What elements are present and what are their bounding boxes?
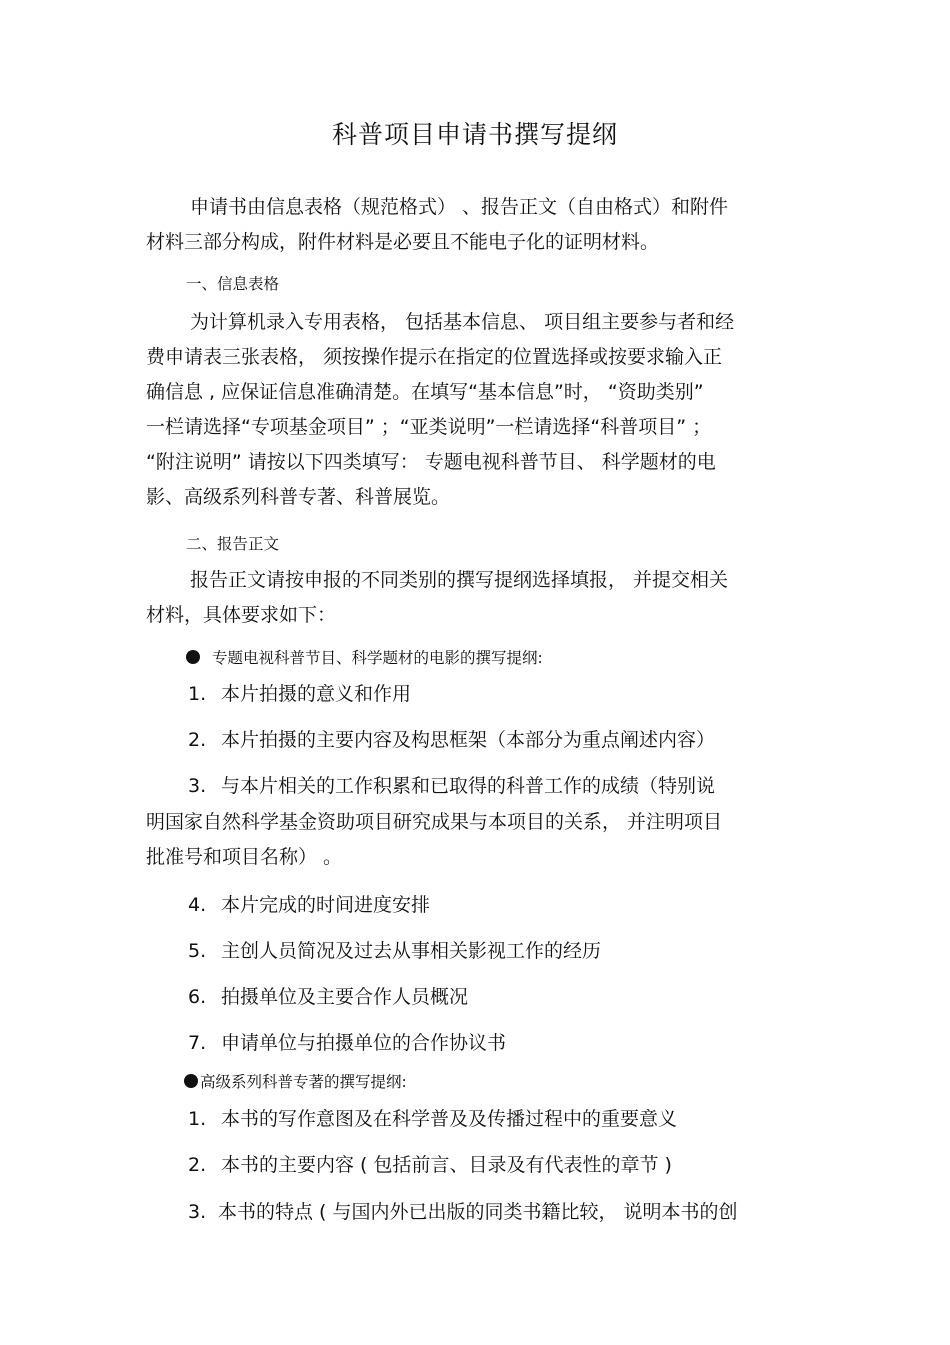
bullet-dot-icon [186, 650, 200, 664]
list-item-text: 本片拍摄的主要内容及构思框架（本部分为重点阐述内容） [221, 729, 716, 751]
list-item-text: 本书的特点 ( 与国内外已出版的同类书籍比较， 说明本书的创 [218, 1201, 738, 1223]
list-item [188, 1105, 677, 1133]
list-item-text: 申请单位与拍摄单位的合作协议书 [221, 1032, 507, 1054]
list-item-number: 1. [188, 683, 207, 705]
intro-line: 材料三部分构成，附件材料是必要且不能电子化的证明材料。 [146, 231, 660, 253]
list-item-number: 3. [188, 1201, 207, 1223]
list-item [188, 772, 715, 800]
list-item [188, 1198, 738, 1226]
list-item-number: 4. [188, 894, 207, 916]
list-item-continuation-line: 批准号和项目名称） 。 [146, 846, 343, 868]
intro-line: 申请书由信息表格（规范格式） 、报告正文（自由格式）和附件 [190, 196, 729, 218]
bullet-film-outline-label: 专题电视科普节目、科学题材的电影的撰写提纲: [212, 649, 543, 667]
bullet-film-outline [186, 646, 543, 670]
list-item-text: 拍摄单位及主要合作人员概况 [221, 986, 469, 1008]
bullet-book-outline-label: 高级系列科普专著的撰写提纲: [200, 1073, 407, 1091]
list-item-text: 本书的写作意图及在科学普及及传播过程中的重要意义 [221, 1108, 678, 1130]
report-body-line: 材料，具体要求如下： [146, 604, 337, 626]
info-form-paragraph [146, 305, 808, 515]
document-title: 科普项目申请书撰写提纲 [331, 120, 618, 149]
list-item-number: 6. [188, 986, 207, 1008]
intro-paragraph [146, 190, 808, 260]
list-item-number: 7. [188, 1032, 207, 1054]
list-item-number: 1. [188, 1108, 207, 1130]
list-item [188, 983, 468, 1011]
info-form-line: 为计算机录入专用表格， 包括基本信息、 项目组主要参与者和经 [190, 311, 735, 333]
list-item-number: 2. [188, 1154, 207, 1176]
list-item [188, 726, 715, 754]
list-item-text: 本片完成的时间进度安排 [221, 894, 431, 916]
list-item [188, 1029, 506, 1057]
bullet-dot-icon [184, 1074, 198, 1088]
section-heading-report-body: 二、报告正文 [186, 535, 280, 553]
info-form-line: 影、高级系列科普专著、科普展览。 [146, 486, 451, 508]
report-body-paragraph [146, 563, 808, 633]
info-form-line: 一栏请选择“专项基金项目” ；“亚类说明”一栏请选择“科普项目” ； [146, 416, 712, 438]
list-item-number: 5. [188, 940, 207, 962]
list-item-text: 主创人员简况及过去从事相关影视工作的经历 [221, 940, 602, 962]
list-item-continuation-line: 明国家自然科学基金资助项目研究成果与本项目的关系， 并注明项目 [146, 811, 723, 833]
list-item [188, 891, 430, 919]
list-item [188, 680, 411, 708]
list-item-continuation [146, 805, 808, 875]
list-item [188, 937, 601, 965]
report-body-line: 报告正文请按申报的不同类别的撰写提纲选择填报， 并提交相关 [190, 569, 729, 591]
list-item [188, 1151, 672, 1179]
info-form-line: “附注说明” 请按以下四类填写： 专题电视科普节目、 科学题材的电 [146, 451, 716, 473]
bullet-book-outline [184, 1070, 407, 1094]
info-form-line: 费申请表三张表格， 须按操作提示在指定的位置选择或按要求输入正 [146, 346, 723, 368]
list-item-text: 本书的主要内容 ( 包括前言、目录及有代表性的章节 ) [221, 1154, 672, 1176]
list-item-number: 2. [188, 729, 207, 751]
list-item-text: 与本片相关的工作积累和已取得的科普工作的成绩（特别说 [221, 775, 716, 797]
list-item-number: 3. [188, 775, 207, 797]
info-form-line: 确信息 , 应保证信息准确清楚。在填写“基本信息”时， “资助类别” [146, 381, 704, 403]
list-item-text: 本片拍摄的意义和作用 [221, 683, 412, 705]
section-heading-info-form: 一、信息表格 [186, 275, 280, 293]
